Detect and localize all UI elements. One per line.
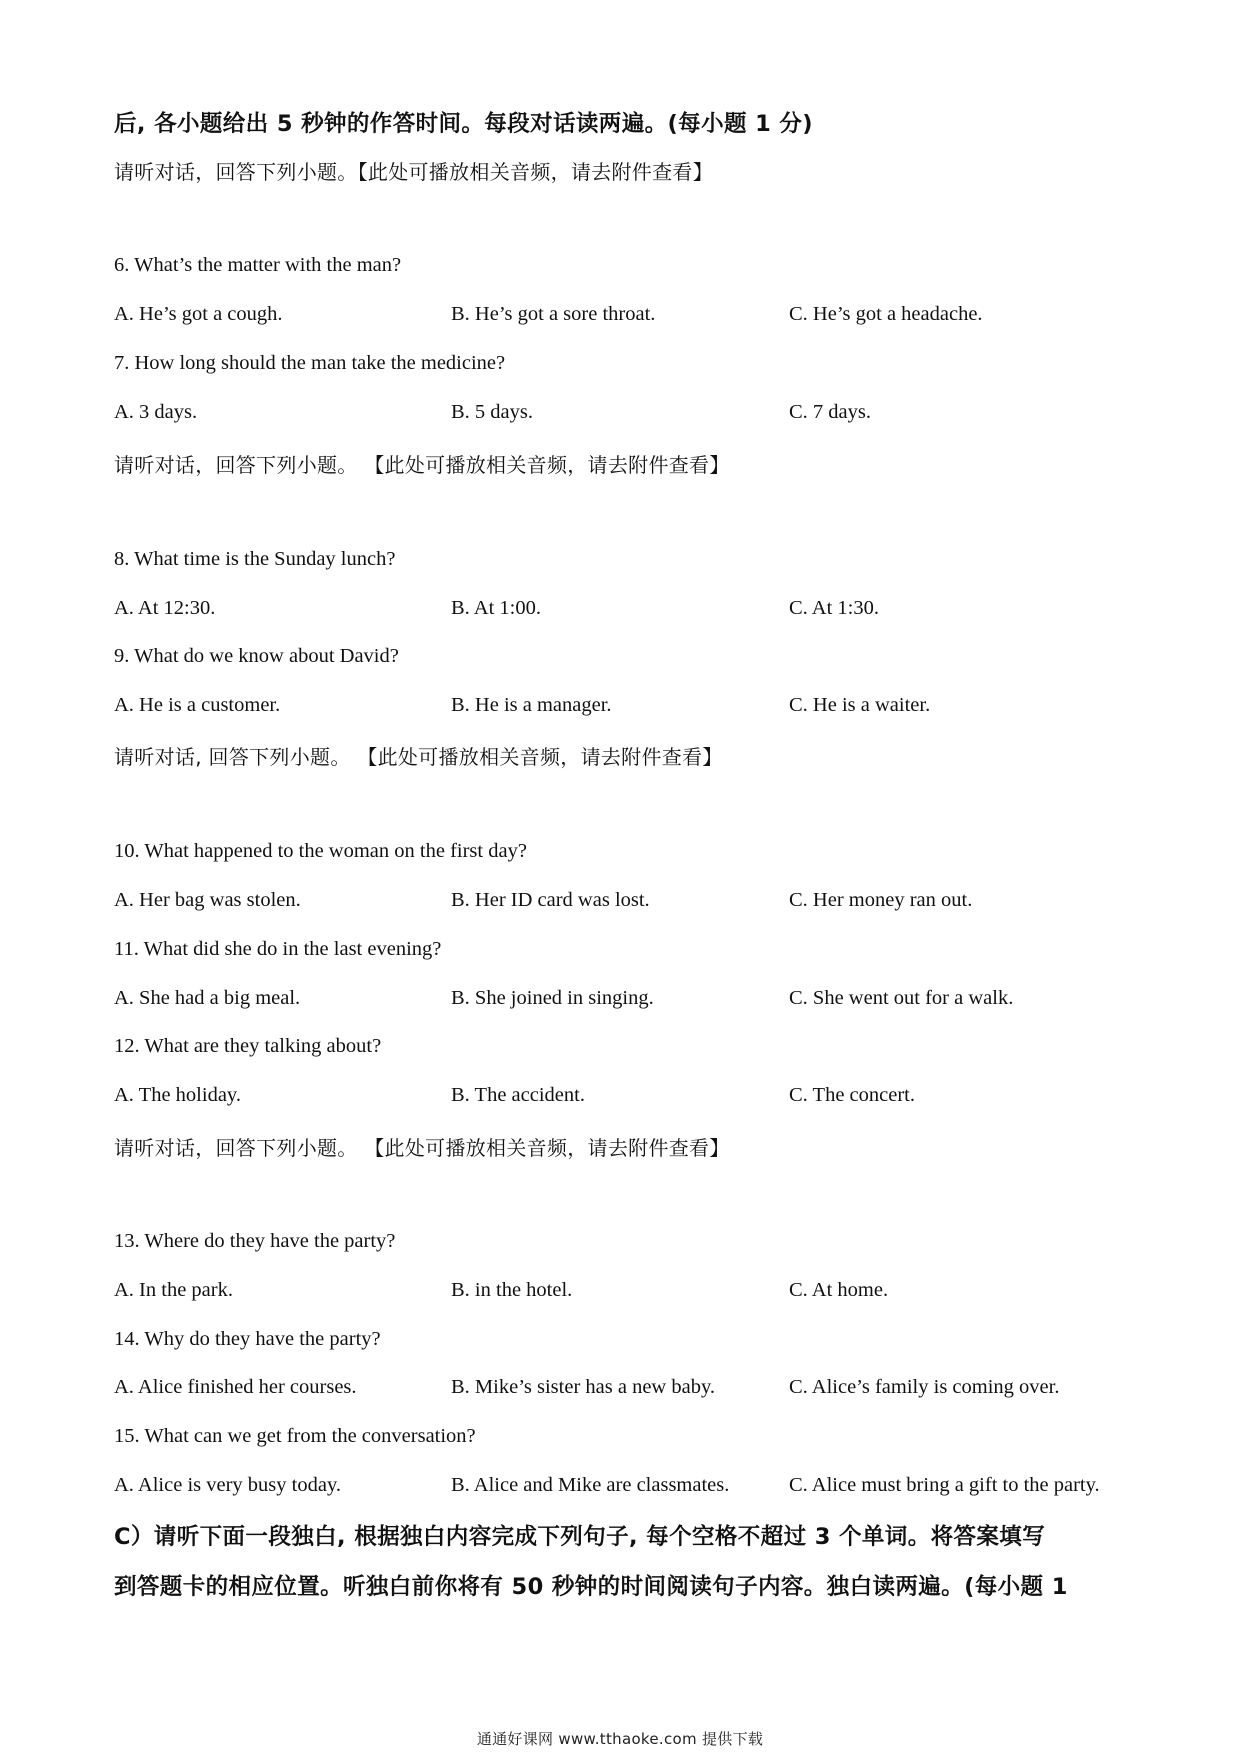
question-14-option-b: B. Mike’s sister has a new baby. [451, 1376, 715, 1398]
question-10-option-b: B. Her ID card was lost. [451, 889, 650, 911]
question-10-option-a: A. Her bag was stolen. [114, 889, 301, 911]
question-12: 12. What are they talking about? [114, 1035, 382, 1057]
question-12-option-c: C. The concert. [789, 1084, 915, 1106]
question-14: 14. Why do they have the party? [114, 1328, 381, 1350]
audio-instruction-4: 请听对话，回答下列小题。 【此处可播放相关音频，请去附件查看】 [114, 1136, 730, 1160]
question-11: 11. What did she do in the last evening? [114, 938, 442, 960]
question-7-option-b: B. 5 days. [451, 401, 533, 423]
section-b-instructions-tail: 后, 各小题给出 5 秒钟的作答时间。每段对话读两遍。(每小题 1 分) [114, 111, 813, 137]
question-10-option-c: C. Her money ran out. [789, 889, 973, 911]
question-14-option-a: A. Alice finished her courses. [114, 1376, 357, 1398]
question-6-option-b: B. He’s got a sore throat. [451, 303, 656, 325]
question-8-option-a: A. At 12:30. [114, 597, 216, 619]
section-c-instructions-line-2: 到答题卡的相应位置。听独白前你将有 50 秒钟的时间阅读句子内容。独白读两遍。(每小题 1 [114, 1574, 1068, 1600]
question-8-option-c: C. At 1:30. [789, 597, 879, 619]
question-12-option-a: A. The holiday. [114, 1084, 241, 1106]
audio-instruction-1: 请听对话，回答下列小题。【此处可播放相关音频，请去附件查看】 [114, 160, 713, 184]
question-13: 13. Where do they have the party? [114, 1230, 396, 1252]
question-11-option-a: A. She had a big meal. [114, 987, 301, 1009]
question-15: 15. What can we get from the conversation? [114, 1425, 476, 1447]
section-c-instructions-line-1: C）请听下面一段独白, 根据独白内容完成下列句子, 每个空格不超过 3 个单词。将答案填写 [114, 1524, 1046, 1550]
question-7-option-a: A. 3 days. [114, 401, 198, 423]
question-15-option-b: B. Alice and Mike are classmates. [451, 1474, 730, 1496]
question-7-option-c: C. 7 days. [789, 401, 871, 423]
question-11-option-c: C. She went out for a walk. [789, 987, 1014, 1009]
question-7: 7. How long should the man take the medicine? [114, 352, 506, 374]
question-10: 10. What happened to the woman on the first day? [114, 840, 527, 862]
question-8-option-b: B. At 1:00. [451, 597, 541, 619]
question-8: 8. What time is the Sunday lunch? [114, 548, 396, 570]
question-12-option-b: B. The accident. [451, 1084, 585, 1106]
question-9: 9. What do we know about David? [114, 645, 399, 667]
question-9-option-a: A. He is a customer. [114, 694, 281, 716]
page-footer-watermark: 通通好课网 www.tthaoke.com 提供下载 [476, 1730, 764, 1748]
audio-instruction-3: 请听对话, 回答下列小题。 【此处可播放相关音频，请去附件查看】 [114, 745, 723, 769]
audio-instruction-2: 请听对话，回答下列小题。 【此处可播放相关音频，请去附件查看】 [114, 453, 730, 477]
question-9-option-b: B. He is a manager. [451, 694, 612, 716]
question-6-option-c: C. He’s got a headache. [789, 303, 983, 325]
question-11-option-b: B. She joined in singing. [451, 987, 654, 1009]
question-13-option-b: B. in the hotel. [451, 1279, 573, 1301]
question-13-option-c: C. At home. [789, 1279, 889, 1301]
question-15-option-c: C. Alice must bring a gift to the party. [789, 1474, 1100, 1496]
question-13-option-a: A. In the park. [114, 1279, 233, 1301]
question-15-option-a: A. Alice is very busy today. [114, 1474, 341, 1496]
question-6: 6. What’s the matter with the man? [114, 254, 402, 276]
question-9-option-c: C. He is a waiter. [789, 694, 931, 716]
question-14-option-c: C. Alice’s family is coming over. [789, 1376, 1060, 1398]
question-6-option-a: A. He’s got a cough. [114, 303, 283, 325]
